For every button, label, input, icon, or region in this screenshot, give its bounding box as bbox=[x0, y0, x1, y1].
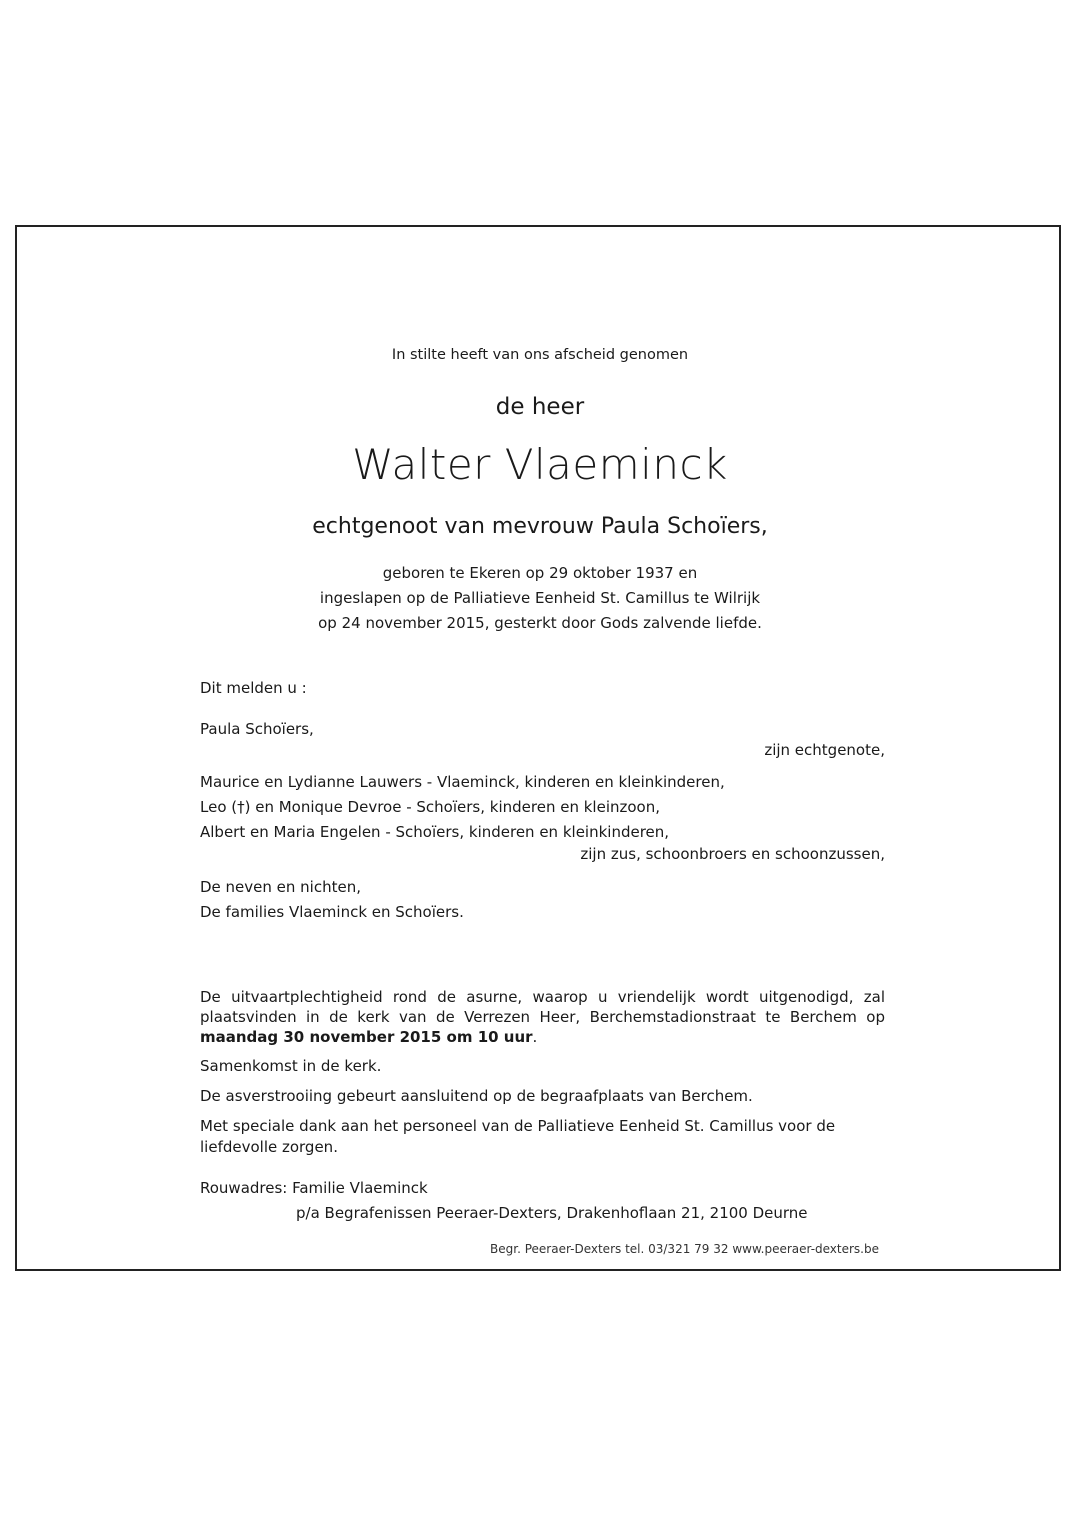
children-line: Maurice en Lydianne Lauwers - Vlaeminck, kinderen en kleinkinderen, bbox=[200, 773, 725, 791]
ceremony-date: maandag 30 november 2015 om 10 uur bbox=[200, 1028, 533, 1046]
deceased-name: Walter Vlaeminck bbox=[352, 440, 728, 489]
announcement-label: Dit melden u : bbox=[200, 679, 307, 697]
others-line: De families Vlaeminck en Schoïers. bbox=[200, 903, 464, 921]
death-notice-card bbox=[15, 225, 1061, 1271]
thanks-text: Met speciale dank aan het personeel van de Palliatieve Eenheid St. Camillus voor de liefdevolle zorgen. bbox=[200, 1117, 836, 1156]
intro-text: In stilte heeft van ons afscheid genomen bbox=[391, 347, 689, 363]
children-relation: zijn zus, schoonbroers en schoonzussen, bbox=[580, 845, 885, 863]
bio-line: geboren te Ekeren op 29 oktober 1937 en bbox=[382, 564, 698, 582]
ceremony-text: De uitvaartplechtigheid rond de asurne, waarop u vriendelijk wordt uitgenodigd, zal plaatsvinden in de kerk van de Verrezen Heer, Berchemstadionstraat te Berchem op bbox=[200, 988, 885, 1026]
gathering-text: Samenkomst in de kerk. bbox=[200, 1057, 382, 1075]
scattering-text: De asverstrooiing gebeurt aansluitend op de begraafplaats van Berchem. bbox=[200, 1087, 753, 1105]
address-line: p/a Begrafenissen Peeraer-Dexters, Drakenhoflaan 21, 2100 Deurne bbox=[296, 1204, 808, 1222]
footer-contact: Begr. Peeraer-Dexters tel. 03/321 79 32 www.peeraer-dexters.be bbox=[490, 1242, 879, 1256]
spouse-relation: zijn echtgenote, bbox=[764, 741, 885, 759]
bio-line: op 24 november 2015, gesterkt door Gods zalvende liefde. bbox=[318, 614, 762, 632]
ceremony-paragraph bbox=[200, 987, 885, 1047]
children-line: Leo (†) en Monique Devroe - Schoïers, kinderen en kleinzoon, bbox=[200, 798, 660, 816]
others-list bbox=[200, 875, 885, 925]
children-line: Albert en Maria Engelen - Schoïers, kinderen en kleinkinderen, bbox=[200, 823, 670, 841]
others-line: De neven en nichten, bbox=[200, 878, 361, 896]
title-prefix: de heer bbox=[495, 394, 585, 420]
spouse-name: Paula Schoïers, bbox=[200, 720, 314, 738]
children-list bbox=[200, 770, 885, 845]
bio-block bbox=[17, 561, 1063, 636]
spouse-line: echtgenoot van mevrouw Paula Schoïers, bbox=[312, 514, 768, 539]
address-label: Rouwadres: Familie Vlaeminck bbox=[200, 1179, 428, 1197]
bio-line: ingeslapen op de Palliatieve Eenheid St. Camillus te Wilrijk bbox=[319, 589, 761, 607]
ceremony-date-suffix: . bbox=[532, 1028, 538, 1046]
